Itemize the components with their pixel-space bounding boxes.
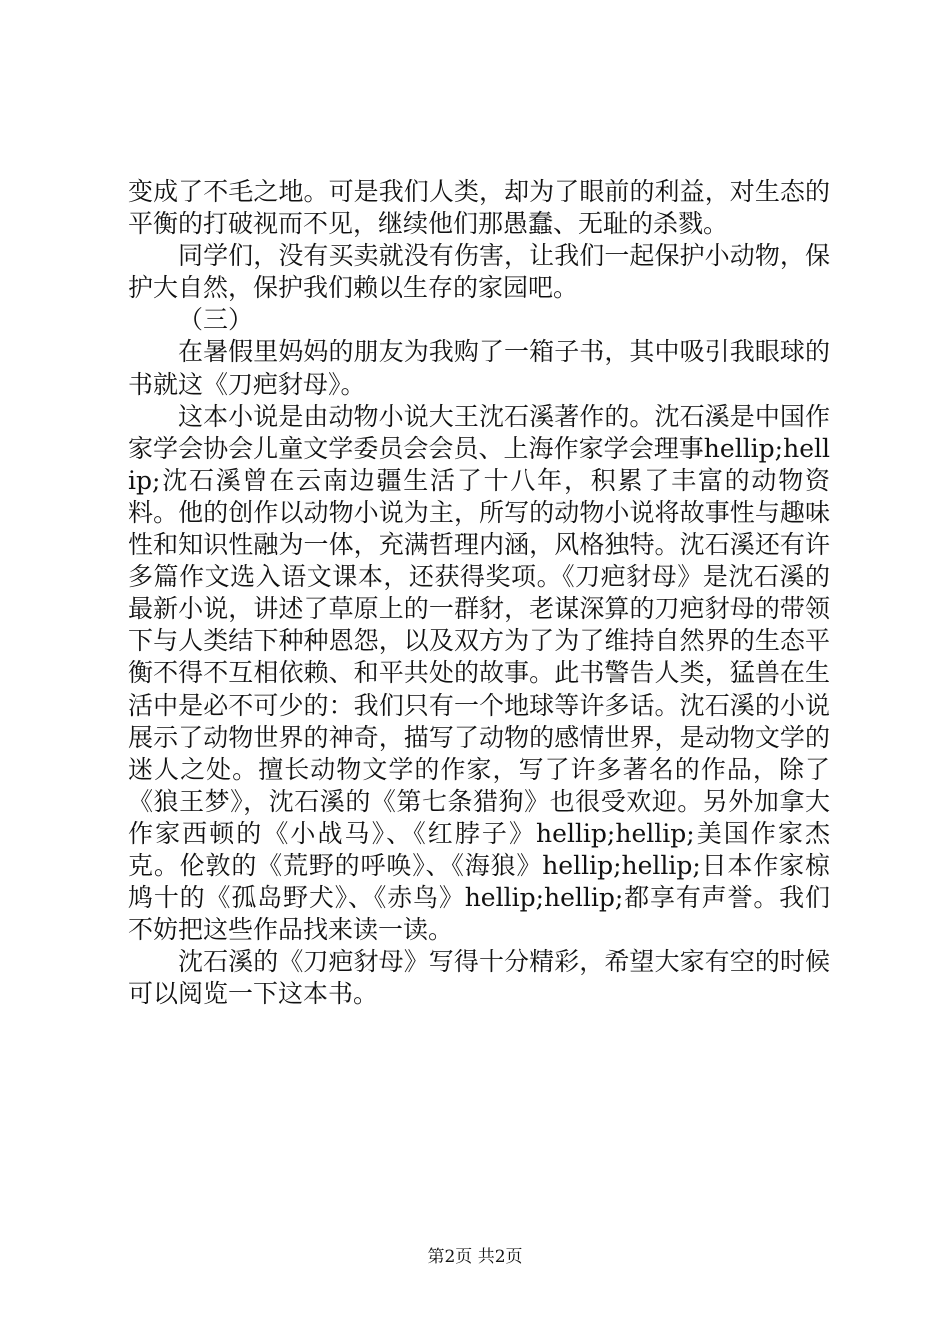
page-footer: 第2页 共2页 [427, 1247, 523, 1267]
paragraph-closing: 沈石溪的《刀疤豺母》写得十分精彩，希望大家有空的时候可以阅览一下这本书。 [128, 947, 830, 1009]
paragraph-appeal: 同学们，没有买卖就没有伤害，让我们一起保护小动物，保护大自然，保护我们赖以生存的家园吧。 [128, 241, 830, 303]
paragraph-intro: 在暑假里妈妈的朋友为我购了一箱子书，其中吸引我眼球的书就这《刀疤豺母》。 [128, 337, 830, 399]
section-heading-three: （三） [178, 305, 254, 335]
paragraph-main: 这本小说是由动物小说大王沈石溪著作的。沈石溪是中国作家学会协会儿童文学委员会会员、上海作家学会理事hellip;hellip;沈石溪曾在云南边疆生活了十八年，积累了丰富的动物资料。他的创作以动物小说为主，所写的动物小说将故事性与趣味性和知识性融为一体，充满哲理内涵，风格独特。沈石溪还有许多篇作文选入语文课本，还获得奖项。《刀疤豺母》是沈石溪的最新小说，讲述了草原上的一群豺，老谋深算的刀疤豺母的带领下与人类结下种种恩怨，以及双方为了为了维持自然界的生态平衡不得不互相依赖、和平共处的故事。此书警告人类，猛兽在生活中是必不可少的：我们只有一个地球等许多话。沈石溪的小说展示了动物世界的神奇，描写了动物的感情世界，是动物文学的迷人之处。擅长动物文学的作家，写了许多著名的作品，除了《狼王梦》，沈石溪的《第七条猎狗》也很受欢迎。另外加拿大作家西顿的《小战马》、《红脖子》hellip;hellip;美国作家杰克。伦敦的《荒野的呼唤》、《海狼》hellip;hellip;日本作家椋鸠十的《孤岛野犬》、《赤鸟》hellip;hellip;都享有声誉。我们不妨把这些作品找来读一读。 [128, 401, 830, 945]
document-body [128, 176, 830, 1010]
paragraph-continuation: 变成了不毛之地。可是我们人类，却为了眼前的利益，对生态的平衡的打破视而不见，继续他们那愚蠢、无耻的杀戮。 [128, 177, 830, 239]
